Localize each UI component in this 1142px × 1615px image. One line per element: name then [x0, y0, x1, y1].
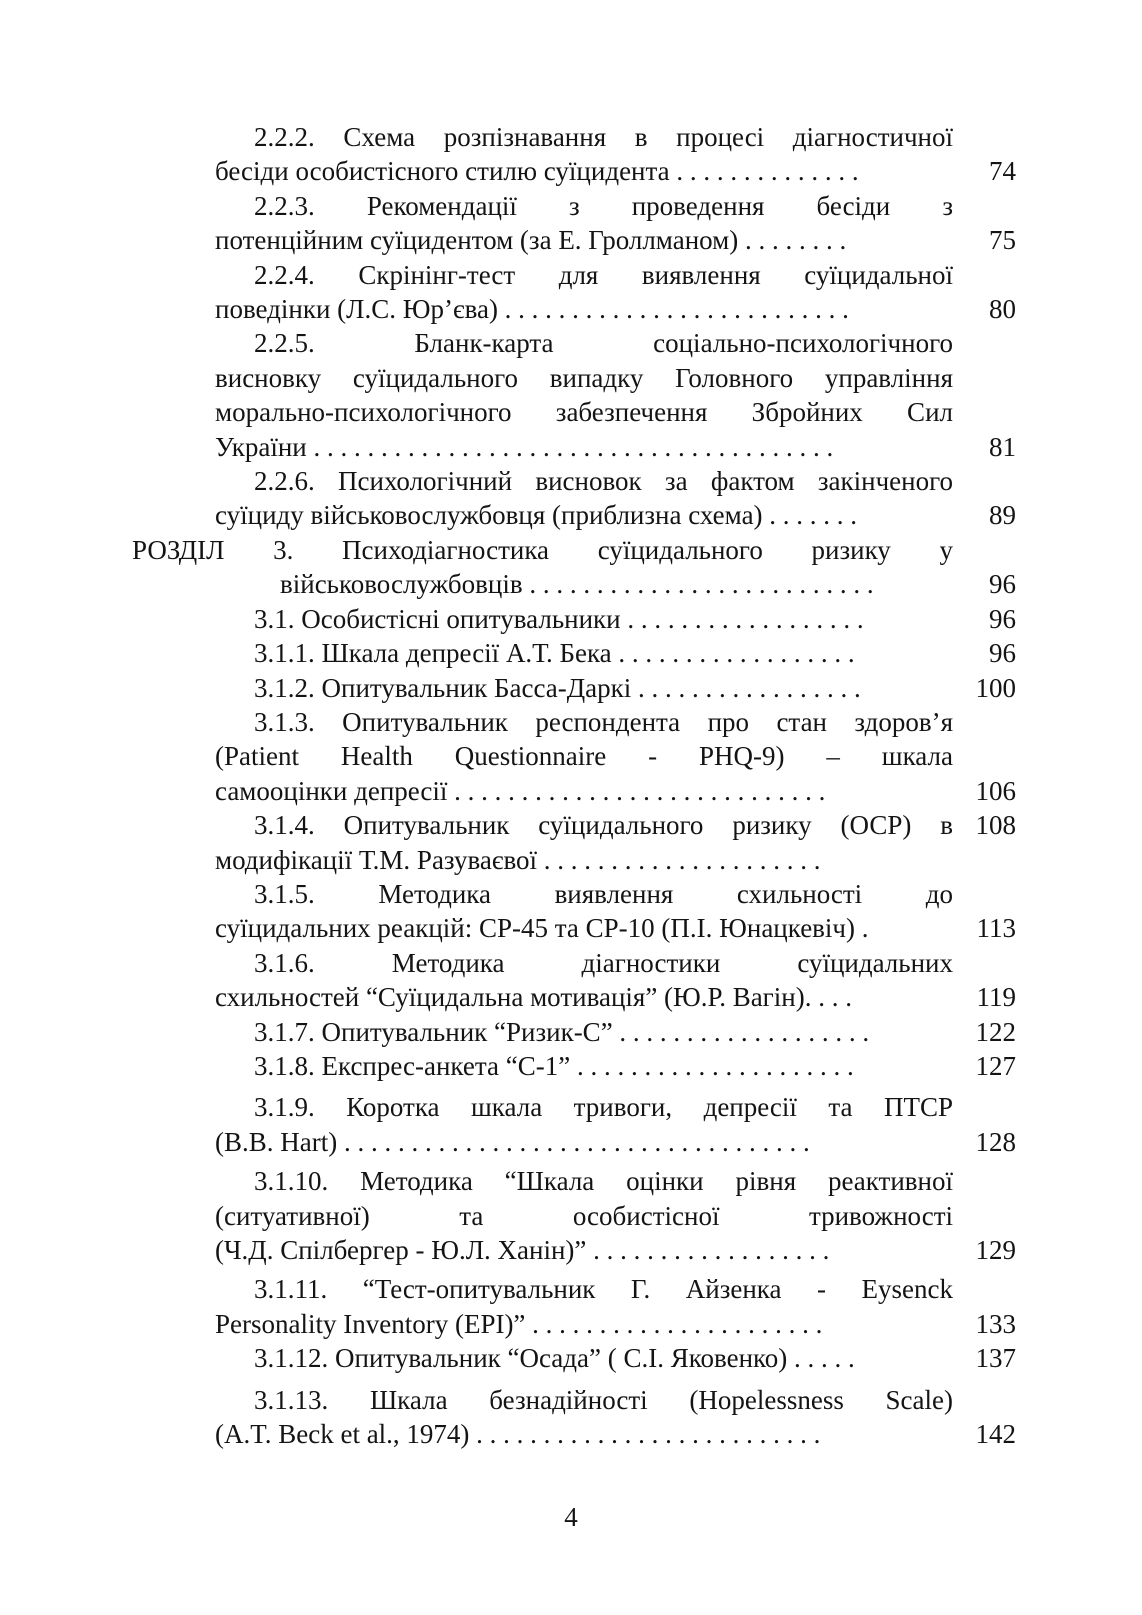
toc-entry: [0, 1049, 1142, 1083]
toc-entry-title: (A.T. Beck et al., 1974) . . . . . . . . . . . . . . . . . . . . . . . . . .: [215, 1419, 821, 1450]
toc-page-number: 122: [975, 1016, 1016, 1047]
toc-entry: [0, 636, 1142, 670]
toc-entry-title: 3.1.8. Експрес-анкета “С-1” . . . . . . . . . . . . . . . . . . . . .: [254, 1050, 854, 1081]
toc-entry-title: Personality Inventory (EPI)” . . . . . . . . . . . . . . . . . . . . . .: [215, 1308, 823, 1339]
toc-entry: [0, 120, 1142, 189]
toc-entry-title: поведінки (Л.С. Юр’єва) . . . . . . . . . . . . . . . . . . . . . . . . . .: [215, 294, 849, 325]
toc-entry-title: 3.1.10. Методика “Шкала оцінки рівня реактивної: [254, 1166, 953, 1197]
toc-entry: [0, 326, 1142, 464]
toc-entry-title: 3.1.12. Опитувальник “Осада” ( С.І. Яковенко) . . . . .: [254, 1343, 855, 1374]
toc-entry: [0, 1272, 1142, 1341]
toc-entry-title: 3.1.9. Коротка шкала тривоги, депресії та ПТСР: [254, 1092, 953, 1123]
toc-page-number: 75: [989, 225, 1016, 256]
toc-entry-title: (Ч.Д. Спілбергер - Ю.Л. Ханін)” . . . . . . . . . . . . . . . . . .: [215, 1235, 830, 1265]
toc-entry-title: 2.2.6. Психологічний висновок за фактом закінченого: [254, 466, 953, 497]
toc-chapter-title: військовослужбовців . . . . . . . . . . . . . . . . . . . . . . . . . .: [280, 569, 874, 600]
toc-entry: [0, 705, 1142, 808]
toc-entry-title: 2.2.5. Бланк-карта соціально-психологічного: [254, 328, 953, 359]
toc-entry-title: 3.1. Особистісні опитувальники . . . . . . . . . . . . . . . . . .: [254, 603, 864, 634]
toc-entry: [0, 671, 1142, 705]
table-of-contents: [0, 120, 1142, 1451]
toc-page-number: 128: [975, 1126, 1016, 1157]
toc-entry-title: висновку суїцидального випадку Головного управління: [215, 362, 953, 393]
toc-entry: [0, 258, 1142, 327]
toc-page-number: 81: [989, 431, 1016, 462]
toc-page-number: 74: [989, 156, 1016, 187]
toc-entry: [0, 1383, 1142, 1452]
toc-page-number: 129: [975, 1235, 1016, 1265]
toc-entry-title: 3.1.7. Опитувальник “Ризик-С” . . . . . . . . . . . . . . . . . . .: [254, 1016, 870, 1047]
toc-entry: [0, 1341, 1142, 1375]
toc-entry: [0, 946, 1142, 1015]
toc-entry-title: модифікації Т.М. Разуваєвої . . . . . . . . . . . . . . . . . . . . .: [215, 844, 821, 875]
toc-entry: [0, 1164, 1142, 1267]
toc-page-number: 96: [989, 638, 1016, 669]
toc-entry: [0, 808, 1142, 877]
toc-entry: [0, 464, 1142, 533]
toc-entry: [0, 602, 1142, 636]
toc-page-number: 80: [989, 294, 1016, 325]
toc-page-number: 96: [989, 569, 1016, 600]
toc-entry: [0, 189, 1142, 258]
toc-entry-title: суїциду військовослужбовця (приблизна схема) . . . . . . .: [215, 500, 858, 531]
toc-entry-title: 3.1.13. Шкала безнадійності (Hopelessness Scale): [254, 1384, 953, 1415]
toc-entry-title: України . . . . . . . . . . . . . . . . . . . . . . . . . . . . . . . . . . . . . . .: [215, 431, 834, 462]
toc-page-number: 137: [975, 1343, 1016, 1374]
toc-entry-title: 3.1.3. Опитувальник респондента про стан здоров’я: [254, 706, 953, 737]
toc-page-number: 113: [976, 913, 1016, 944]
toc-entry-title: 2.2.3. Рекомендації з проведення бесіди з: [254, 190, 953, 221]
toc-entry-title: 2.2.2. Схема розпізнавання в процесі діагностичної: [254, 122, 953, 152]
toc-entry-title: 3.1.11. “Тест-опитувальник Г. Айзенка - Eysenck: [254, 1274, 953, 1305]
toc-chapter-title: РОЗДІЛ 3. Психодіагностика суїцидального ризику у: [132, 534, 953, 565]
toc-entry-title: 3.1.1. Шкала депресії А.Т. Бека . . . . . . . . . . . . . . . . . .: [254, 638, 855, 669]
toc-chapter-entry: [0, 533, 1142, 602]
toc-entry: [0, 1015, 1142, 1049]
toc-page-number: 119: [976, 982, 1016, 1013]
toc-page-number: 133: [975, 1308, 1016, 1339]
toc-entry: [0, 877, 1142, 946]
toc-entry: [0, 1090, 1142, 1159]
toc-entry-title: самооцінки депресії . . . . . . . . . . . . . . . . . . . . . . . . . . . .: [215, 775, 826, 806]
toc-entry-title: (ситуативної) та особистісної тривожності: [215, 1200, 953, 1231]
toc-page-number: 96: [989, 603, 1016, 634]
toc-entry-title: схильностей “Суїцидальна мотивація” (Ю.Р. Вагін). . . .: [215, 982, 852, 1013]
toc-entry-title: 3.1.6. Методика діагностики суїцидальних: [254, 947, 953, 978]
toc-entry-title: суїцидальних реакцій: СР-45 та СР-10 (П.І. Юнацкевіч) .: [215, 913, 869, 944]
toc-entry-title: морально-психологічного забезпечення Збройних Сил: [215, 397, 953, 428]
toc-page-number: 127: [975, 1050, 1016, 1081]
toc-entry-title: бесіди особистісного стилю суїцидента . . . . . . . . . . . . . .: [215, 156, 859, 187]
toc-page-number: 108: [975, 810, 1016, 841]
toc-entry-title: 3.1.5. Методика виявлення схильності до: [254, 878, 953, 909]
toc-page-number: 89: [989, 500, 1016, 531]
toc-entry-title: 3.1.4. Опитувальник суїцидального ризику (ОСР) в: [254, 810, 953, 841]
toc-entry-title: (Patient Health Questionnaire - PHQ-9) – шкала: [215, 741, 953, 772]
toc-entry-title: потенційним суїцидентом (за Е. Гроллманом) . . . . . . . .: [215, 225, 847, 256]
toc-entry-title: (В.В. Hart) . . . . . . . . . . . . . . . . . . . . . . . . . . . . . . . . . . .: [215, 1126, 810, 1157]
page-number: 4: [564, 1502, 578, 1532]
toc-page-number: 100: [975, 672, 1016, 703]
toc-page-number: 142: [975, 1419, 1016, 1450]
toc-entry-title: 2.2.4. Скрінінг-тест для виявлення суїцидальної: [254, 259, 953, 290]
toc-page-number: 106: [975, 775, 1016, 806]
toc-entry-title: 3.1.2. Опитувальник Басса-Даркі . . . . . . . . . . . . . . . . .: [254, 672, 861, 703]
